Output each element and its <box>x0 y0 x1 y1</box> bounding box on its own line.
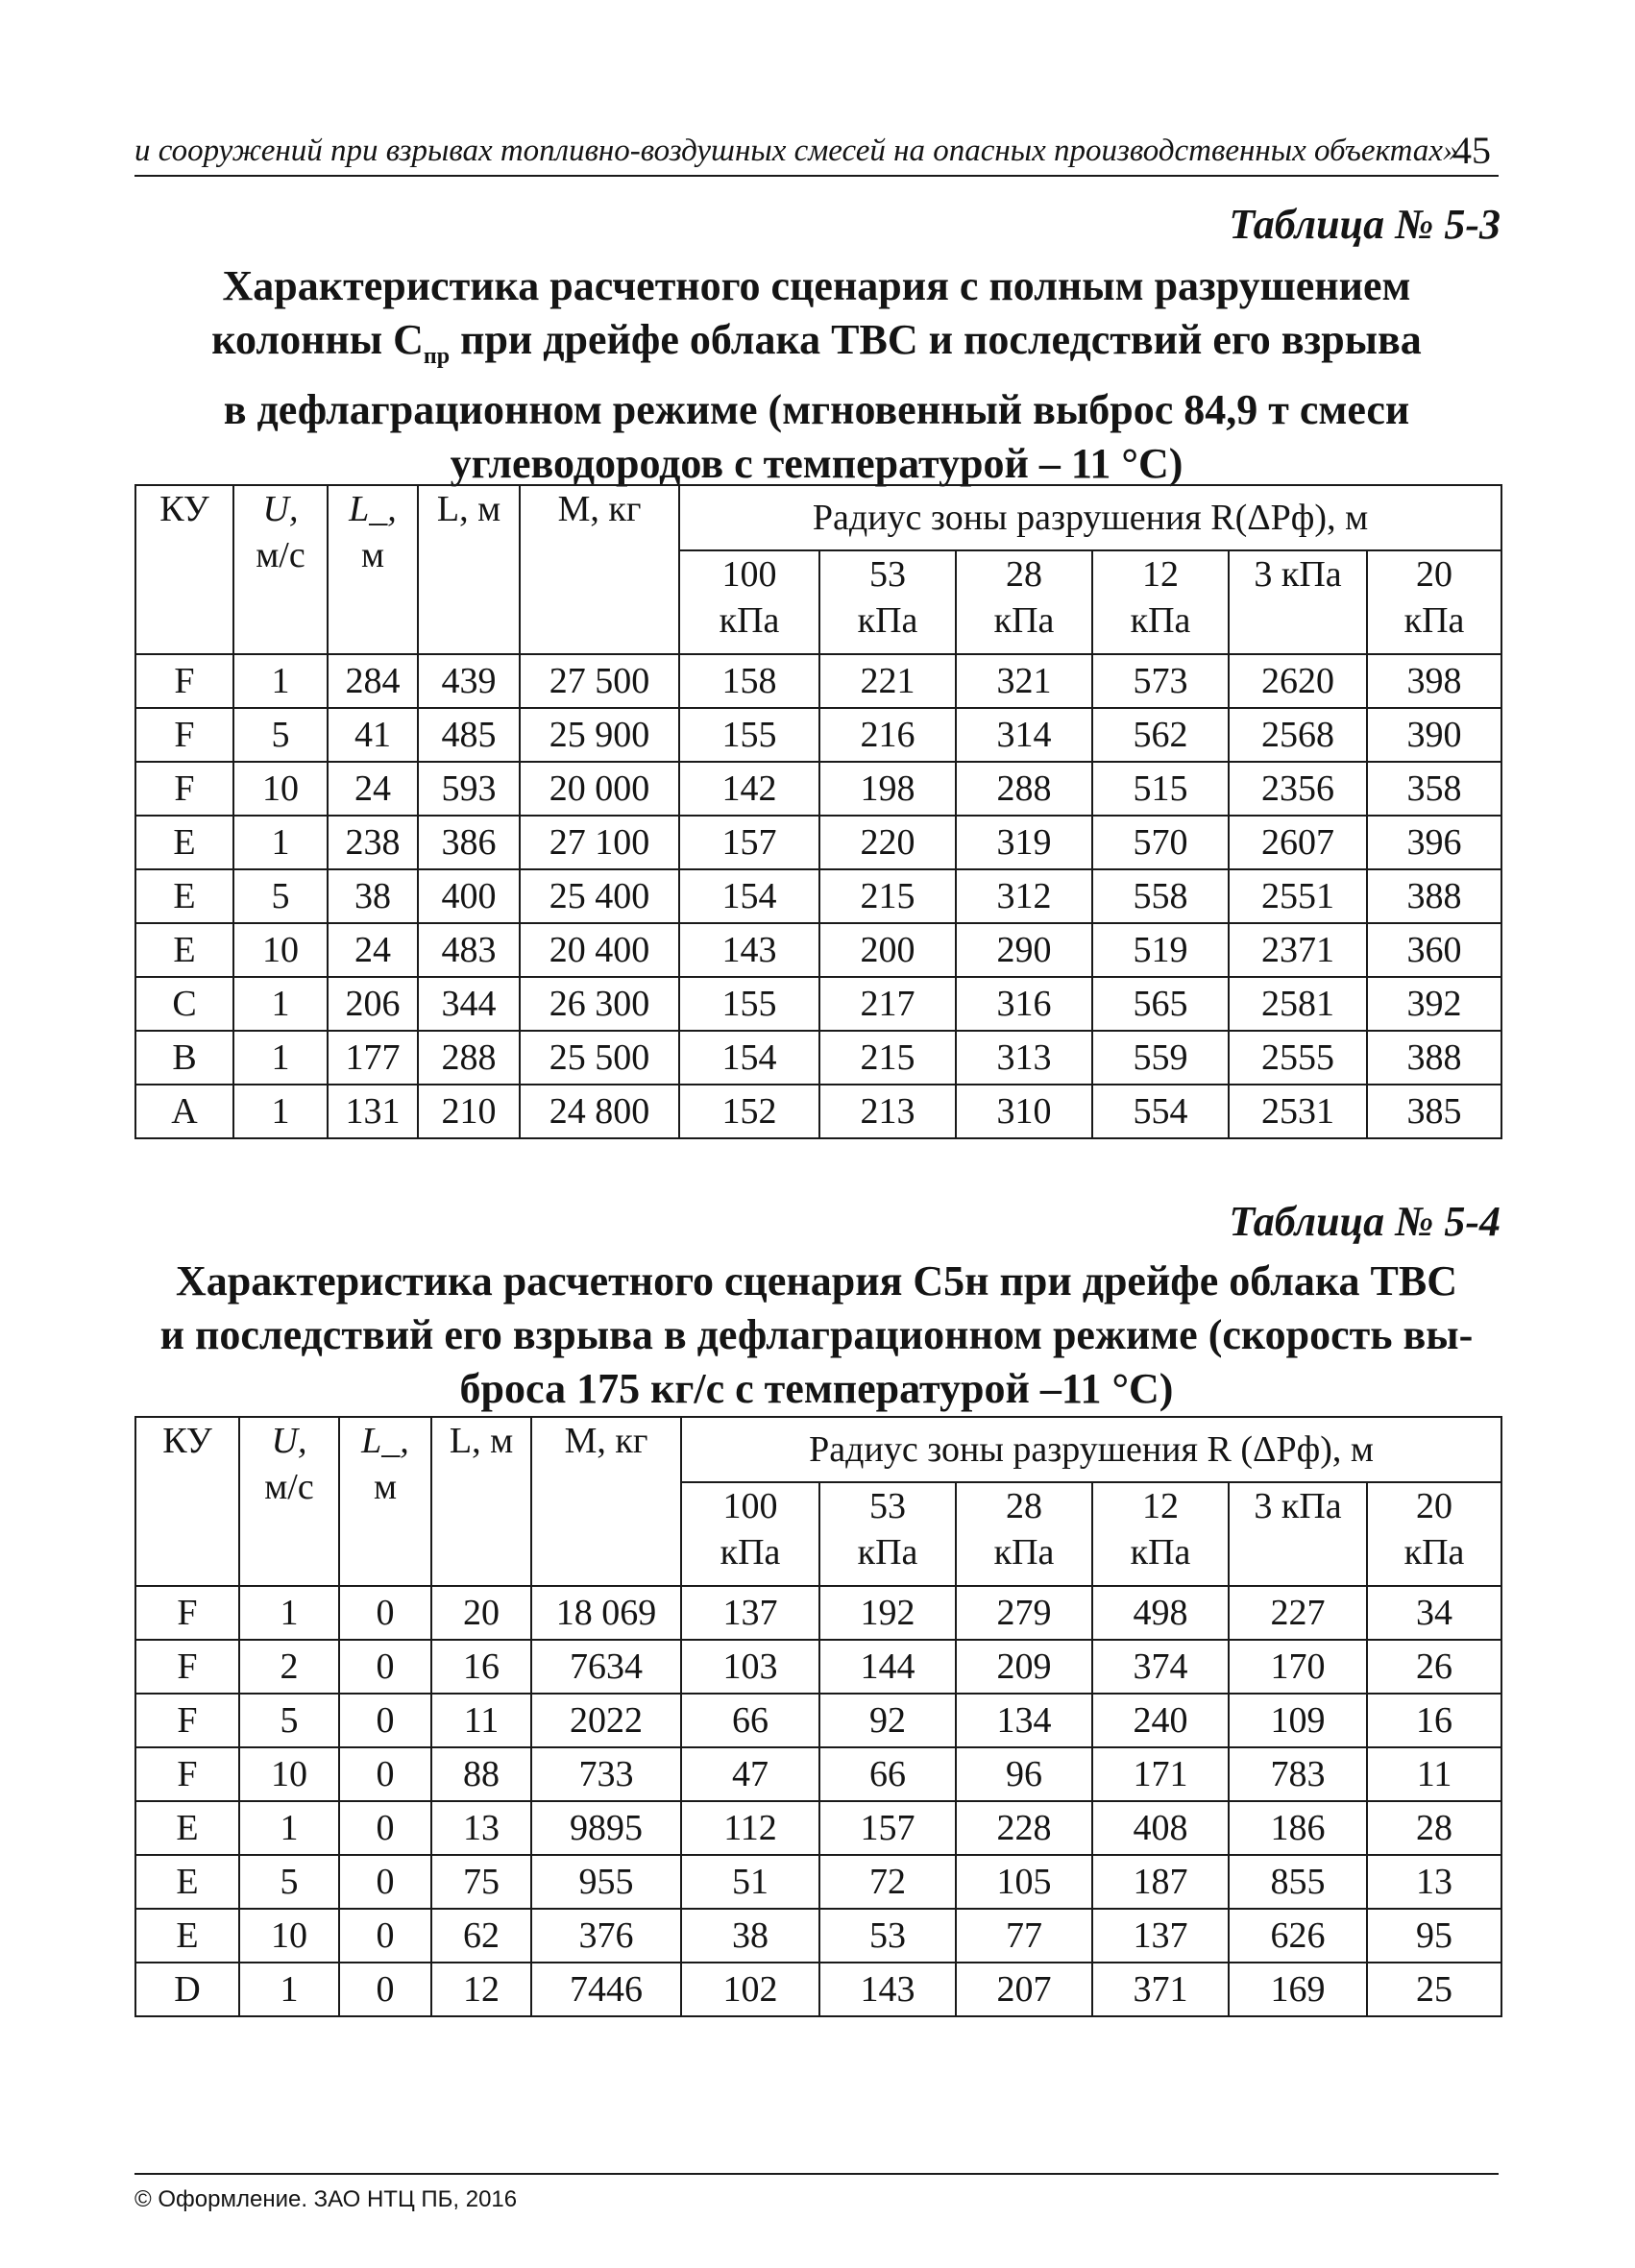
table2 <box>134 1416 1502 2017</box>
table-cell: 2620 <box>1229 654 1367 708</box>
table-row <box>135 1801 1501 1855</box>
table-cell: 216 <box>819 708 956 762</box>
col-ku: КУ <box>135 1417 239 1586</box>
table-cell: 28 <box>1367 1801 1501 1855</box>
table-cell: 376 <box>531 1909 681 1963</box>
table-cell: 358 <box>1367 762 1501 816</box>
table-cell: 385 <box>1367 1085 1501 1138</box>
table-cell: E <box>135 1909 239 1963</box>
table-cell: 66 <box>819 1747 956 1801</box>
table-cell: 51 <box>681 1855 819 1909</box>
table-cell: 11 <box>1367 1747 1501 1801</box>
table-cell: 344 <box>418 977 520 1031</box>
table-cell: 155 <box>679 708 819 762</box>
table-cell: 314 <box>956 708 1092 762</box>
table-cell: 47 <box>681 1747 819 1801</box>
table-cell: 2581 <box>1229 977 1367 1031</box>
table-cell: 198 <box>819 762 956 816</box>
running-header <box>134 129 1499 177</box>
table-cell: 227 <box>1229 1586 1367 1640</box>
table-cell: 316 <box>956 977 1092 1031</box>
table-cell: 102 <box>681 1963 819 2016</box>
table-cell: 213 <box>819 1085 956 1138</box>
table-cell: 24 <box>328 762 418 816</box>
table-cell: C <box>135 977 233 1031</box>
table-cell: 558 <box>1092 869 1229 923</box>
table-cell: 371 <box>1092 1963 1229 2016</box>
table-cell: 1 <box>233 977 328 1031</box>
table-cell: 313 <box>956 1031 1092 1085</box>
subcol-3: 3 кПа <box>1229 550 1367 654</box>
table-cell: 186 <box>1229 1801 1367 1855</box>
table-cell: 1 <box>239 1801 339 1855</box>
table-row <box>135 1963 1501 2016</box>
table-cell: 288 <box>418 1031 520 1085</box>
table-cell: 155 <box>679 977 819 1031</box>
table-cell: 13 <box>1367 1855 1501 1909</box>
table1-label: Таблица № 5-3 <box>1229 201 1501 248</box>
table-cell: 733 <box>531 1747 681 1801</box>
table-cell: 96 <box>956 1747 1092 1801</box>
table-cell: 1 <box>233 654 328 708</box>
table-cell: 0 <box>339 1640 431 1694</box>
table-cell: 200 <box>819 923 956 977</box>
table-cell: 5 <box>233 708 328 762</box>
table-cell: 26 300 <box>520 977 679 1031</box>
table-cell: B <box>135 1031 233 1085</box>
table-cell: 554 <box>1092 1085 1229 1138</box>
table-cell: 20 <box>431 1586 531 1640</box>
table-cell: 207 <box>956 1963 1092 2016</box>
table-row <box>135 1855 1501 1909</box>
table-cell: 2555 <box>1229 1031 1367 1085</box>
table-cell: 390 <box>1367 708 1501 762</box>
table-cell: 1 <box>233 1031 328 1085</box>
table-cell: F <box>135 654 233 708</box>
table-cell: 25 400 <box>520 869 679 923</box>
col-m: M, кг <box>531 1417 681 1586</box>
subcol-3: 3 кПа <box>1229 1482 1367 1586</box>
table-cell: 593 <box>418 762 520 816</box>
running-title: и сооружений при взрывах топливно-воздушных смесей на опасных производственных объектах» <box>134 134 1459 168</box>
table-cell: 25 900 <box>520 708 679 762</box>
table-cell: 321 <box>956 654 1092 708</box>
table-cell: 27 100 <box>520 816 679 869</box>
table-cell: 240 <box>1092 1694 1229 1747</box>
table-row <box>135 762 1501 816</box>
table-cell: 88 <box>431 1747 531 1801</box>
table-cell: 220 <box>819 816 956 869</box>
subcol-100: 100 кПа <box>681 1482 819 1586</box>
table-cell: 5 <box>239 1855 339 1909</box>
table-row <box>135 1747 1501 1801</box>
table-cell: 171 <box>1092 1747 1229 1801</box>
table-row <box>135 869 1501 923</box>
table-cell: 154 <box>679 1031 819 1085</box>
table-cell: 9895 <box>531 1801 681 1855</box>
table-cell: 72 <box>819 1855 956 1909</box>
table-cell: 38 <box>328 869 418 923</box>
table-cell: 144 <box>819 1640 956 1694</box>
table-cell: 169 <box>1229 1963 1367 2016</box>
table-cell: 288 <box>956 762 1092 816</box>
table-cell: 498 <box>1092 1586 1229 1640</box>
table-cell: 103 <box>681 1640 819 1694</box>
table-row <box>135 923 1501 977</box>
table-cell: 53 <box>819 1909 956 1963</box>
table-row <box>135 1909 1501 1963</box>
table-cell: 10 <box>233 923 328 977</box>
table-cell: 12 <box>431 1963 531 2016</box>
table-row <box>135 708 1501 762</box>
table-cell: 408 <box>1092 1801 1229 1855</box>
table-cell: 95 <box>1367 1909 1501 1963</box>
table-row <box>135 1085 1501 1138</box>
table-cell: 131 <box>328 1085 418 1138</box>
table1-title: Характеристика расчетного сценария с полным разрушением колонны $С_{пр}$ при дрейфе облака ТВС и последствий его взрыва в дефлаграционном режиме (мгновенный выброс 84,9 т смеси углеводородов с температурой – 11 °С) <box>211 262 1422 487</box>
table-cell: 77 <box>956 1909 1092 1963</box>
col-radius: Радиус зоны разрушения R(ΔPф), м <box>679 485 1501 550</box>
footer-copyright: © Оформление. ЗАО НТЦ ПБ, 2016 <box>134 2186 518 2212</box>
table-cell: F <box>135 708 233 762</box>
table-cell: 209 <box>956 1640 1092 1694</box>
col-radius: Радиус зоны разрушения R (ΔPф), м <box>681 1417 1501 1482</box>
table-cell: E <box>135 923 233 977</box>
table-cell: 7634 <box>531 1640 681 1694</box>
table-cell: 210 <box>418 1085 520 1138</box>
table-cell: 290 <box>956 923 1092 977</box>
table-cell: 559 <box>1092 1031 1229 1085</box>
table-row <box>135 654 1501 708</box>
table-cell: 206 <box>328 977 418 1031</box>
table-cell: 312 <box>956 869 1092 923</box>
table-cell: 398 <box>1367 654 1501 708</box>
table-cell: 66 <box>681 1694 819 1747</box>
col-u: U, м/с <box>233 485 328 654</box>
table-cell: 142 <box>679 762 819 816</box>
table-cell: 5 <box>233 869 328 923</box>
table-cell: 279 <box>956 1586 1092 1640</box>
table-cell: F <box>135 1640 239 1694</box>
table-cell: 26 <box>1367 1640 1501 1694</box>
table-cell: 2371 <box>1229 923 1367 977</box>
table-cell: F <box>135 1694 239 1747</box>
table-cell: 25 500 <box>520 1031 679 1085</box>
table-cell: 388 <box>1367 869 1501 923</box>
table-cell: 25 <box>1367 1963 1501 2016</box>
table-cell: 284 <box>328 654 418 708</box>
subcol-12: 12 кПа <box>1092 550 1229 654</box>
table-cell: 7446 <box>531 1963 681 2016</box>
table-cell: 134 <box>956 1694 1092 1747</box>
table-cell: 485 <box>418 708 520 762</box>
table-cell: 10 <box>233 762 328 816</box>
table-cell: 1 <box>233 816 328 869</box>
table-cell: E <box>135 816 233 869</box>
table-cell: 1 <box>239 1586 339 1640</box>
table-cell: 483 <box>418 923 520 977</box>
table-cell: 2022 <box>531 1694 681 1747</box>
table-cell: 0 <box>339 1586 431 1640</box>
table-cell: 16 <box>1367 1694 1501 1747</box>
table-cell: 1 <box>239 1963 339 2016</box>
table-cell: 75 <box>431 1855 531 1909</box>
table-cell: 0 <box>339 1801 431 1855</box>
table-cell: 157 <box>819 1801 956 1855</box>
table-cell: 143 <box>819 1963 956 2016</box>
col-l-minus: L_, м <box>328 485 418 654</box>
table-row <box>135 1640 1501 1694</box>
table-cell: D <box>135 1963 239 2016</box>
table-cell: 27 500 <box>520 654 679 708</box>
table-cell: 11 <box>431 1694 531 1747</box>
table-cell: 0 <box>339 1694 431 1747</box>
table-cell: 34 <box>1367 1586 1501 1640</box>
table-cell: E <box>135 1855 239 1909</box>
table2-label: Таблица № 5-4 <box>1229 1198 1501 1245</box>
table-cell: 13 <box>431 1801 531 1855</box>
footer-divider <box>134 2173 1499 2175</box>
table-cell: 143 <box>679 923 819 977</box>
subcol-53: 53 кПа <box>819 550 956 654</box>
table-cell: 217 <box>819 977 956 1031</box>
table-cell: 177 <box>328 1031 418 1085</box>
subcol-53: 53 кПа <box>819 1482 956 1586</box>
table-row <box>135 1031 1501 1085</box>
subcol-100: 100 кПа <box>679 550 819 654</box>
subcol-20: 20 кПа <box>1367 550 1501 654</box>
table-cell: 109 <box>1229 1694 1367 1747</box>
table-cell: 20 000 <box>520 762 679 816</box>
table-cell: E <box>135 869 233 923</box>
table-cell: A <box>135 1085 233 1138</box>
table-cell: 955 <box>531 1855 681 1909</box>
table-row <box>135 816 1501 869</box>
table-cell: F <box>135 762 233 816</box>
table-cell: 215 <box>819 869 956 923</box>
table-cell: F <box>135 1747 239 1801</box>
table-cell: 38 <box>681 1909 819 1963</box>
table-row <box>135 1586 1501 1640</box>
table-row <box>135 1694 1501 1747</box>
col-l: L, м <box>418 485 520 654</box>
table-cell: 92 <box>819 1694 956 1747</box>
table-row <box>135 977 1501 1031</box>
table-cell: 1 <box>233 1085 328 1138</box>
table-cell: 62 <box>431 1909 531 1963</box>
table-cell: 10 <box>239 1747 339 1801</box>
subcol-12: 12 кПа <box>1092 1482 1229 1586</box>
table-cell: 388 <box>1367 1031 1501 1085</box>
table-cell: 570 <box>1092 816 1229 869</box>
table-cell: 0 <box>339 1855 431 1909</box>
table-cell: 565 <box>1092 977 1229 1031</box>
table-cell: 310 <box>956 1085 1092 1138</box>
table-cell: 192 <box>819 1586 956 1640</box>
table-cell: 626 <box>1229 1909 1367 1963</box>
table-cell: 20 400 <box>520 923 679 977</box>
table-cell: 105 <box>956 1855 1092 1909</box>
col-u: U, м/с <box>239 1417 339 1586</box>
table-cell: 238 <box>328 816 418 869</box>
table-cell: 400 <box>418 869 520 923</box>
subcol-20: 20 кПа <box>1367 1482 1501 1586</box>
table-cell: 18 069 <box>531 1586 681 1640</box>
table2-title: Характеристика расчетного сценария С5н при дрейфе облака ТВС и последствий его взрыва в дефлаграционном режиме (скорость вы- броса 175 кг/с с температурой –11 °С) <box>159 1257 1474 1412</box>
table-cell: 573 <box>1092 654 1229 708</box>
table1 <box>134 484 1502 1139</box>
page-number: 45 <box>1452 129 1491 172</box>
subcol-28: 28 кПа <box>956 1482 1092 1586</box>
table-cell: 170 <box>1229 1640 1367 1694</box>
table-cell: 221 <box>819 654 956 708</box>
table-cell: 228 <box>956 1801 1092 1855</box>
table-cell: 24 <box>328 923 418 977</box>
table-cell: 41 <box>328 708 418 762</box>
table-cell: 2551 <box>1229 869 1367 923</box>
table-cell: 783 <box>1229 1747 1367 1801</box>
table-cell: 519 <box>1092 923 1229 977</box>
subcol-28: 28 кПа <box>956 550 1092 654</box>
table-cell: 2531 <box>1229 1085 1367 1138</box>
table-cell: 137 <box>1092 1909 1229 1963</box>
table-cell: 562 <box>1092 708 1229 762</box>
table-cell: 16 <box>431 1640 531 1694</box>
table-cell: E <box>135 1801 239 1855</box>
table-cell: 5 <box>239 1694 339 1747</box>
col-l: L, м <box>431 1417 531 1586</box>
table-cell: 0 <box>339 1963 431 2016</box>
table-cell: 152 <box>679 1085 819 1138</box>
table-cell: 319 <box>956 816 1092 869</box>
table-cell: 24 800 <box>520 1085 679 1138</box>
table-cell: 215 <box>819 1031 956 1085</box>
table-cell: 2568 <box>1229 708 1367 762</box>
table-cell: 2607 <box>1229 816 1367 869</box>
table-cell: 157 <box>679 816 819 869</box>
table-cell: 154 <box>679 869 819 923</box>
table-cell: 137 <box>681 1586 819 1640</box>
table-cell: 360 <box>1367 923 1501 977</box>
table-cell: 2356 <box>1229 762 1367 816</box>
table-cell: 374 <box>1092 1640 1229 1694</box>
table-cell: 0 <box>339 1747 431 1801</box>
table-cell: 515 <box>1092 762 1229 816</box>
col-l-minus: L_, м <box>339 1417 431 1586</box>
table-cell: 158 <box>679 654 819 708</box>
table-cell: 855 <box>1229 1855 1367 1909</box>
table-cell: 392 <box>1367 977 1501 1031</box>
table-cell: 396 <box>1367 816 1501 869</box>
col-m: M, кг <box>520 485 679 654</box>
table-cell: 439 <box>418 654 520 708</box>
table-cell: 112 <box>681 1801 819 1855</box>
table-cell: F <box>135 1586 239 1640</box>
table-cell: 0 <box>339 1909 431 1963</box>
table-cell: 187 <box>1092 1855 1229 1909</box>
table-cell: 386 <box>418 816 520 869</box>
col-ku: КУ <box>135 485 233 654</box>
table-cell: 2 <box>239 1640 339 1694</box>
table-cell: 10 <box>239 1909 339 1963</box>
